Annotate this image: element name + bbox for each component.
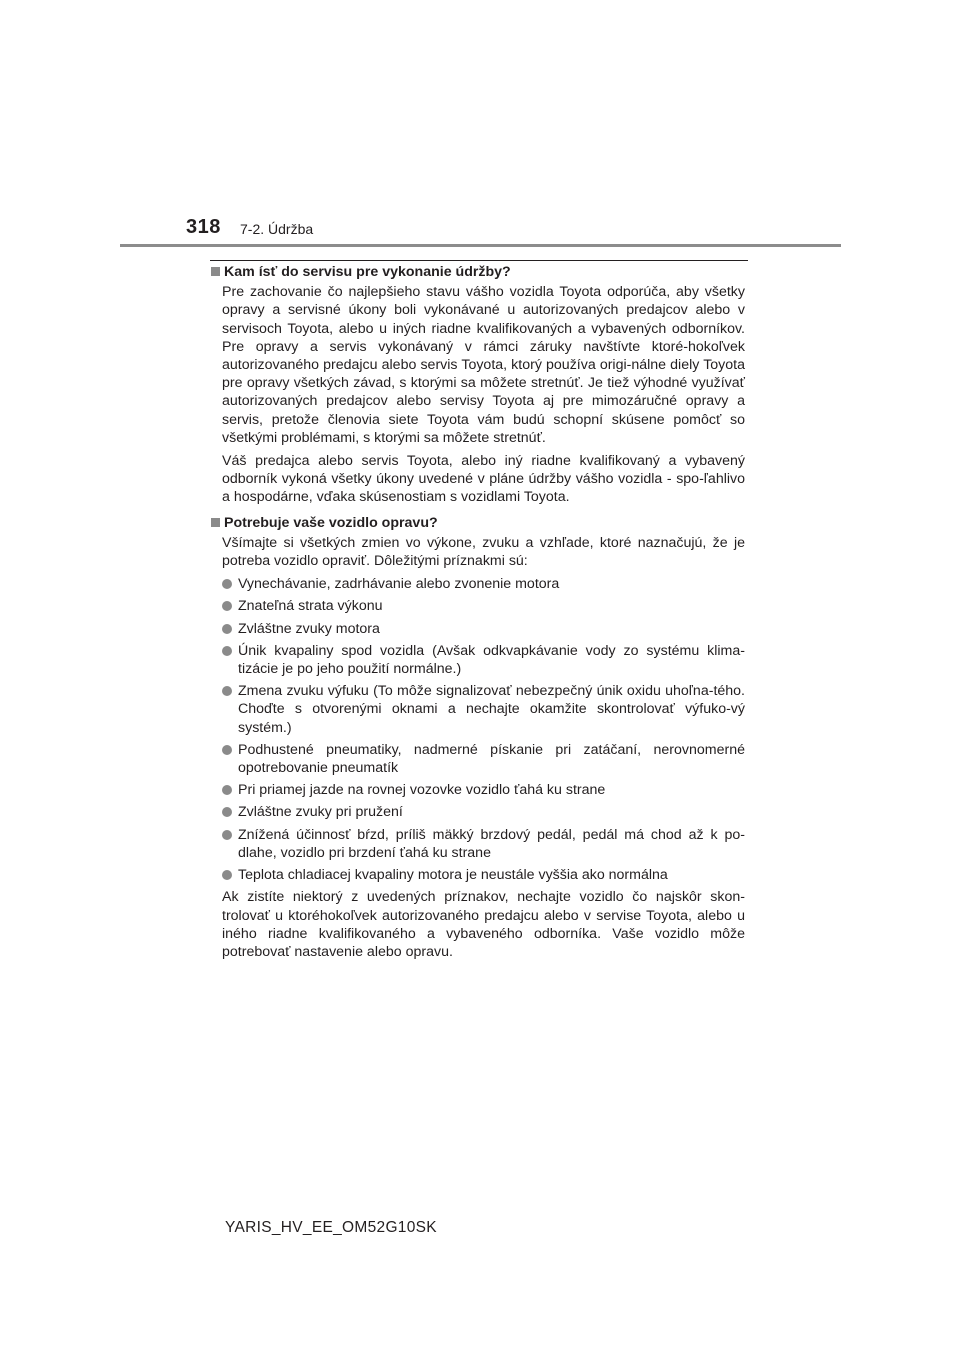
round-bullet-icon [222, 601, 232, 611]
heading-text: Kam ísť do servisu pre vykonanie údržby? [224, 264, 511, 280]
list-item [222, 866, 745, 884]
list-item [222, 803, 745, 821]
round-bullet-icon [222, 646, 232, 656]
list-item [222, 642, 745, 678]
list-item-text: Zvláštne zvuky motora [238, 620, 380, 637]
list-item-text: Znateľná strata výkonu [238, 598, 383, 615]
list-item-text: Podhustené pneumatiky, nadmerné pískanie pri zatáčaní, nerovnomerné opotrebovanie pneumatík [238, 741, 745, 777]
round-bullet-icon [222, 830, 232, 840]
section-service-location [210, 263, 745, 507]
paragraph: Váš predajca alebo servis Toyota, alebo iný riadne kvalifikovaný a vybavený odborník vykoná všetky úkony uvedené v pláne údržby vášho vozidla - spo-ľahlivo a hospodárne, vďaka skúsenostiam s vozidlami Toyota. [222, 453, 745, 506]
page-number: 318 [186, 216, 221, 238]
list-item-text: Znížená účinnosť bŕzd, príliš mäkký brzdový pedál, pedál má chod až k po-dlahe, vozidlo pri brzdení ťahá ku strane [238, 826, 745, 861]
document-code: YARIS_HV_EE_OM52G10SK [225, 1219, 437, 1236]
list-item-text: Zvláštne zvuky pri pružení [238, 804, 403, 821]
header-divider [120, 244, 841, 247]
round-bullet-icon [222, 870, 232, 880]
round-bullet-icon [222, 624, 232, 634]
list-item-text: Pri priamej jazde na rovnej vozovke vozidlo ťahá ku strane [238, 782, 606, 799]
round-bullet-icon [222, 745, 232, 755]
page-content [210, 263, 745, 961]
section-title: 7-2. Údržba [240, 221, 314, 237]
list-item [222, 620, 745, 638]
paragraph: Pre zachovanie čo najlepšieho stavu vášho vozidla Toyota odporúča, aby všetky opravy a servisné úkony boli vykonávané u autorizovaných predajcov alebo v servisoch Toyota, alebo u iných riadne kvalifikovaných a vybavených odborníkov. Pre opravy a servis vykonávaný v rámci záruky navštívte ktoré-hokoľvek autorizovaného predajcu alebo servis Toyota, ktorý používa origi-nálne diely Toyota pre opravy všetkých závad, s ktorými sa môžete stretnúť. Je tiež výhodné využívať autorizovaných predajcov alebo servisy Toyota aj pre mimozáručné opravy a servis, pretože členovia siete Toyota vám budú schopní skúsene pomôcť so všetkými problémami, s ktorými sa môžete stretnúť. [222, 284, 745, 446]
paragraph: Ak zistíte niektorý z uvedených príznakov, nechajte vozidlo čo najskôr skon-trolovať u ktoréhokoľvek autorizovaného predajcu alebo v servise Toyota, alebo u iného riadne kvalifikovaného a vybaveného odborníka. Vaše vozidlo môže potrebovať nastavenie alebo opravu. [222, 889, 745, 960]
list-item [222, 597, 745, 615]
section-heading [210, 263, 745, 281]
list-item-text: Únik kvapaliny spod vozidla (Avšak odkvapkávanie vody zo systému klima-tizácie je po jeho použití normálne.) [238, 642, 745, 678]
list-item-text: Teplota chladiacej kvapaliny motora je neustále vyššia ako normálna [238, 867, 668, 884]
list-item-text: Zmena zvuku výfuku (To môže signalizovať nebezpečný únik oxidu uhoľna-tého. Choďte s otvorenými oknami a nechajte okamžite skontrolovať výfuko-vý systém.) [238, 683, 745, 736]
list-item [222, 781, 745, 799]
section-heading [210, 514, 745, 532]
square-bullet-icon [211, 267, 220, 276]
round-bullet-icon [222, 686, 232, 696]
square-bullet-icon [211, 518, 220, 527]
section-repair-needed [210, 514, 745, 961]
list-item [222, 575, 745, 593]
round-bullet-icon [222, 807, 232, 817]
symptom-list [222, 575, 745, 884]
paragraph: Všímajte si všetkých zmien vo výkone, zvuku a vzhľade, ktoré naznačujú, že je potreba vozidlo opraviť. Dôležitými príznakmi sú: [222, 534, 745, 570]
list-item [222, 682, 745, 737]
round-bullet-icon [222, 785, 232, 795]
content-top-divider [210, 260, 748, 261]
round-bullet-icon [222, 579, 232, 589]
heading-text: Potrebuje vaše vozidlo opravu? [224, 514, 438, 531]
list-item-text: Vynechávanie, zadrhávanie alebo zvonenie motora [238, 576, 560, 593]
list-item [222, 741, 745, 777]
list-item [222, 826, 745, 862]
